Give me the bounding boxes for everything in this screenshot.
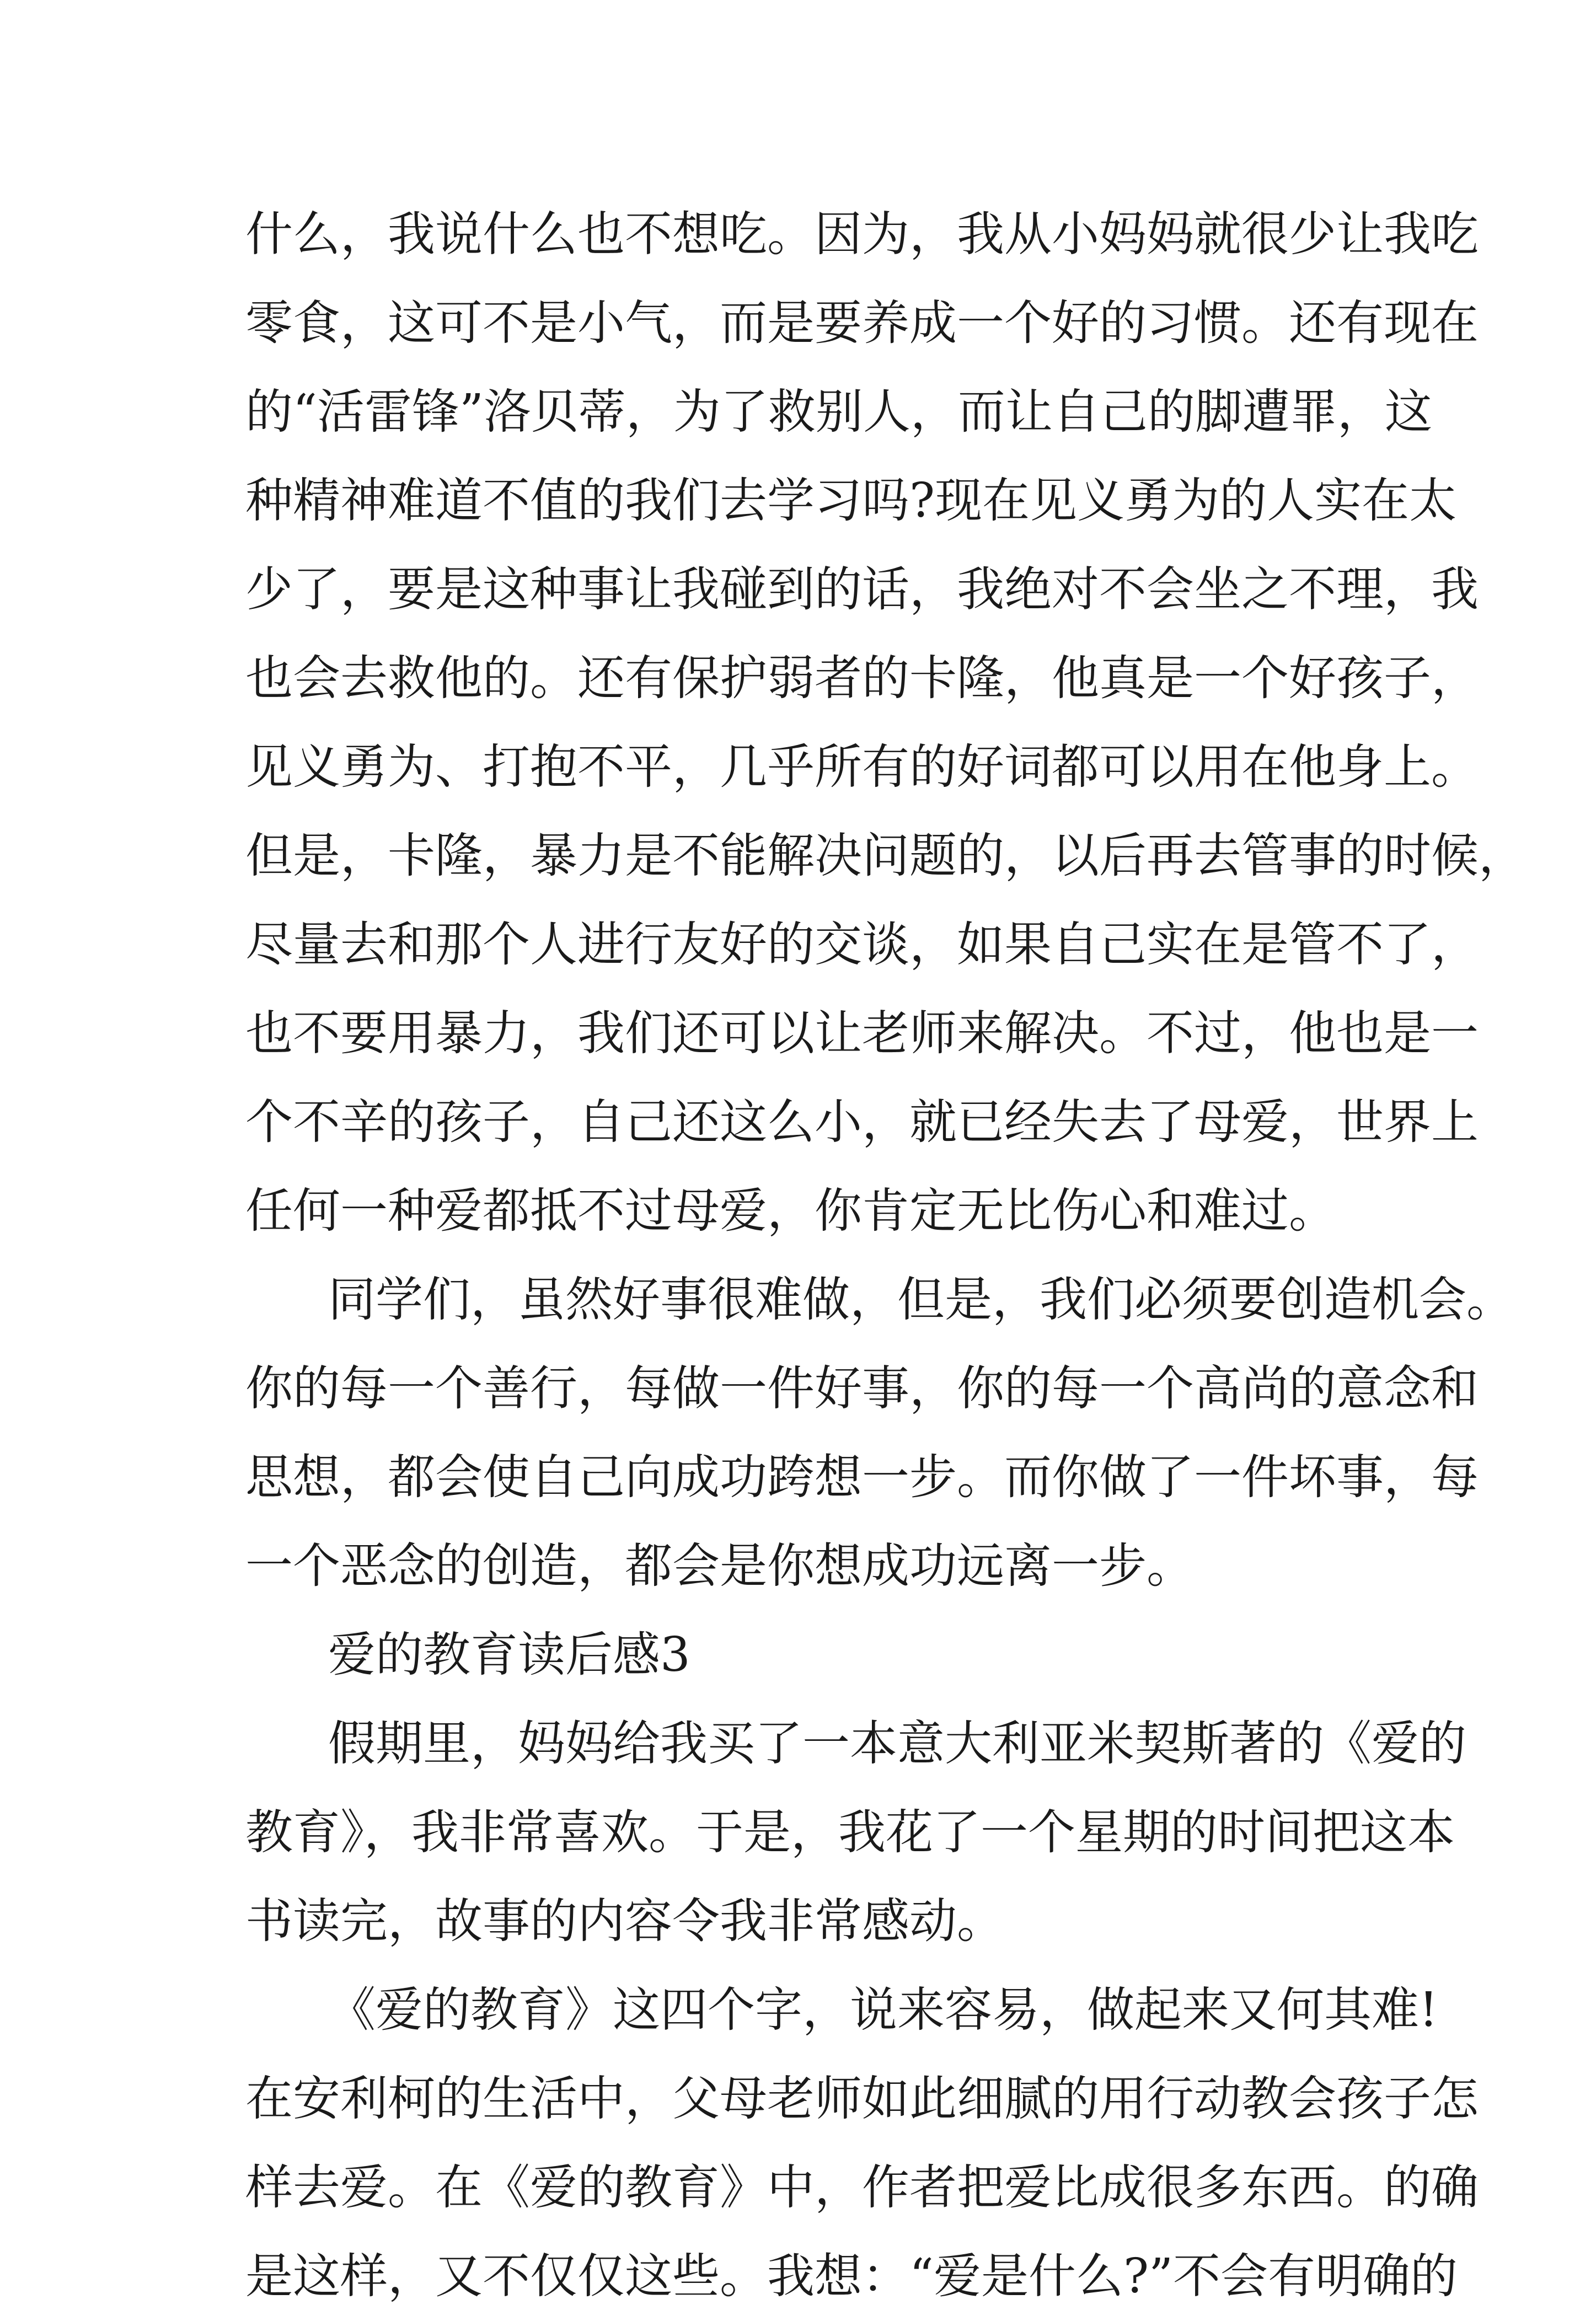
text-line: 一个恶念的创造，都会是你想成功远离一步。 [245,1539,1194,1594]
text-line: 尽量去和那个人进行友好的交谈，如果自己实在是管不了， [245,917,1479,972]
text-line: 书读完，故事的内容令我非常感动。 [245,1894,1004,1949]
text-line: 种精神难道不值的我们去学习吗?现在见义勇为的人实在太 [245,473,1457,528]
text-line: 的“活雷锋”洛贝蒂，为了救别人，而让自己的脚遭罪，这 [245,384,1432,439]
text-line: 但是，卡隆，暴力是不能解决问题的，以后再去管事的时候， [245,828,1526,883]
text-line: 也会去救他的。还有保护弱者的卡隆，他真是一个好孩子， [245,651,1479,706]
text-line: 任何一种爱都抵不过母爱，你肯定无比伤心和难过。 [245,1183,1336,1239]
paragraph-first-line: 同学们，虽然好事很难做，但是，我们必须要创造机会。 [328,1272,1514,1327]
text-line: 也不要用暴力，我们还可以让老师来解决。不过，他也是一 [245,1006,1479,1061]
paragraph-first-line: 《爱的教育》这四个字，说来容易，做起来又何其难! [328,1982,1438,2038]
text-line: 你的每一个善行，每做一件好事，你的每一个高尚的意念和 [245,1361,1479,1416]
paragraph-first-line: 爱的教育读后感3 [328,1627,690,1682]
text-line: 少了，要是这种事让我碰到的话，我绝对不会坐之不理，我 [245,562,1479,617]
text-line: 是这样，又不仅仅这些。我想：“爱是什么?”不会有明确的 [245,2249,1458,2304]
text-line: 教育》，我非常喜欢。于是，我花了一个星期的时间把这本 [245,1805,1455,1860]
paragraph-first-line: 假期里，妈妈给我买了一本意大利亚米契斯著的《爱的 [328,1716,1466,1771]
text-line: 个不辛的孩子，自己还这么小，就已经失去了母爱，世界上 [245,1095,1479,1150]
text-line: 零食，这可不是小气，而是要养成一个好的习惯。还有现在 [245,296,1479,351]
text-line: 在安利柯的生活中，父母老师如此细腻的用行动教会孩子怎 [245,2071,1479,2126]
document-body [245,190,1526,2321]
text-line: 思想，都会使自己向成功跨想一步。而你做了一件坏事，每 [245,1450,1479,1505]
text-line: 什么，我说什么也不想吃。因为，我从小妈妈就很少让我吃 [245,207,1479,262]
text-line: 样去爱。在《爱的教育》中，作者把爱比成很多东西。的确 [245,2160,1479,2215]
text-line: 见义勇为、打抱不平，几乎所有的好词都可以用在他身上。 [245,739,1479,795]
